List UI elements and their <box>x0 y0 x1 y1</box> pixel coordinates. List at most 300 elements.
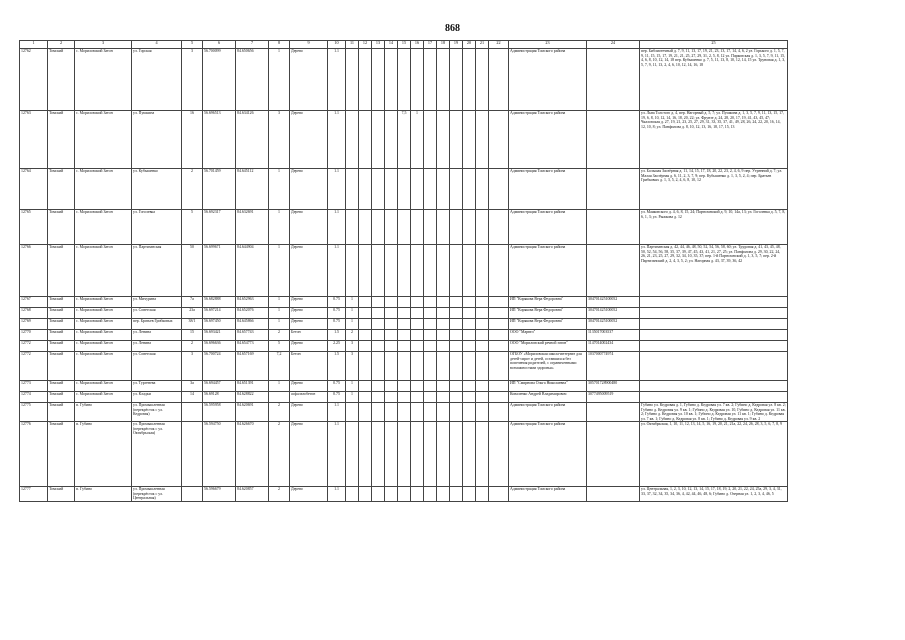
table-cell <box>437 245 450 297</box>
table-cell <box>385 487 398 502</box>
table-cell: с. Мориловский Затон <box>75 297 132 308</box>
column-header: 1 <box>20 41 48 49</box>
table-cell: ул. Гоголевка <box>132 210 182 245</box>
header-row <box>20 41 788 49</box>
table-cell: 304701425100052 <box>587 297 640 308</box>
table-cell <box>424 297 437 308</box>
table-cell: 84.654773 <box>236 341 269 352</box>
table-cell <box>385 381 398 392</box>
table-cell <box>450 111 463 169</box>
table-cell: 84.650656 <box>236 49 269 111</box>
table-cell <box>476 341 489 352</box>
table-cell <box>437 352 450 381</box>
table-cell: 12773 <box>20 381 48 392</box>
column-header: 12 <box>359 41 372 49</box>
table-cell: 12774 <box>20 392 48 403</box>
table-cell <box>411 392 424 403</box>
table-cell: 56.700099 <box>203 49 236 111</box>
table-cell <box>385 352 398 381</box>
table-cell: Дерево <box>290 49 328 111</box>
table-cell <box>424 319 437 330</box>
table-cell <box>372 169 385 210</box>
table-cell <box>372 308 385 319</box>
table-cell: с. Мориловский Затон <box>75 210 132 245</box>
table-cell: с. Мориловский Затон <box>75 381 132 392</box>
table-cell: Администрация Томского района <box>509 210 587 245</box>
table-cell <box>411 308 424 319</box>
table-cell: ул. Мичурина <box>132 297 182 308</box>
table-cell: 2 <box>346 330 359 341</box>
table-cell: 3 <box>182 352 203 381</box>
table-cell: Томский <box>48 487 75 502</box>
column-header: 5 <box>182 41 203 49</box>
table-cell: Томский <box>48 341 75 352</box>
table-cell: 1 <box>346 308 359 319</box>
table-cell: 1147014002434 <box>587 341 640 352</box>
table-cell <box>640 381 788 392</box>
table-cell <box>182 487 203 502</box>
table-cell <box>463 245 476 297</box>
table-cell <box>437 487 450 502</box>
table-cell: ул. Промышленная (перекрёсток с ул. Кедровая) <box>132 403 182 422</box>
table-cell: 1 <box>346 381 359 392</box>
table-cell: 7а <box>182 297 203 308</box>
table-cell: ул. Центральная, 1, 2, 3, 10, 12, 13, 14, 15, 17, 18, 19, 2, 20, 21, 22, 24, 25а, 29, 3, 4, 31, 33, 37, 32, 34, 35, 34, 36, 4, 42, 44, 46, 48, 6; Губино д. Озерная ул. 1, 2, 3, 4, 46, 5 <box>640 487 788 502</box>
table-cell: 84.657743 <box>236 330 269 341</box>
table-cell <box>359 403 372 422</box>
table-cell <box>463 341 476 352</box>
table-cell: 0.75 <box>328 319 346 330</box>
table-cell <box>463 381 476 392</box>
table-cell <box>450 392 463 403</box>
table-cell <box>489 392 509 403</box>
table-cell: 16 <box>182 111 203 169</box>
table-row <box>20 403 788 422</box>
table-cell: 0.75 <box>328 392 346 403</box>
table-cell: ул. Льва Толстого д. 4, пер. Нагорный д. 5, 7; ул. Пушкина д. 1, 3, 5, 7, 9, 11, 13, 15, 17, 19, 6, 8, 10, 12, 14, 16, 18, 20, 22; ул. Фрунзе д. 24, 28, 20, 17, 19, 41, 43, 45, 47; Чкаловская д. 27, 19, 21, 23, 25, 27, 29, 31, 33, 35, 37, 41, 49, 28, 26, 24, 22, 20, 16, 14, 12, 10, 8; ул. Панфилова д. 8, 10, 12, 13, 16, 18, 17, 15, 13 <box>640 111 788 169</box>
column-header: 20 <box>463 41 476 49</box>
table-cell: 84.620857 <box>236 487 269 502</box>
column-header: 24 <box>587 41 640 49</box>
column-header: 7 <box>236 41 269 49</box>
table-cell: 84.645866 <box>236 319 269 330</box>
table-cell <box>372 297 385 308</box>
table-cell: ул. Советская <box>132 308 182 319</box>
table-cell: 12764 <box>20 169 48 210</box>
table-cell <box>476 330 489 341</box>
table-cell: с. Мориловский Затон <box>75 111 132 169</box>
table-cell: 12772 <box>20 341 48 352</box>
table-cell: пер. Братьев Грибковых <box>132 319 182 330</box>
table-cell: ул. Партизанская <box>132 245 182 297</box>
table-cell <box>437 403 450 422</box>
column-header: 21 <box>476 41 489 49</box>
table-cell <box>372 381 385 392</box>
table-cell: 304701425100052 <box>587 308 640 319</box>
table-cell: 56.682888 <box>203 297 236 308</box>
table-cell <box>587 403 640 422</box>
table-cell <box>640 341 788 352</box>
table-cell: п. Губино <box>75 403 132 422</box>
table-cell: Дерево <box>290 297 328 308</box>
table-cell: Дерево <box>290 245 328 297</box>
table-cell <box>463 169 476 210</box>
column-header: 9 <box>290 41 328 49</box>
table-cell <box>587 49 640 111</box>
table-cell <box>385 422 398 487</box>
table-cell <box>489 210 509 245</box>
table-cell <box>359 169 372 210</box>
table-cell <box>398 169 411 210</box>
table-cell: 0.75 <box>328 381 346 392</box>
table-cell <box>489 169 509 210</box>
table-cell <box>489 341 509 352</box>
table-cell <box>411 297 424 308</box>
table-cell: 12762 <box>20 49 48 111</box>
table-cell: 12775 <box>20 403 48 422</box>
table-cell <box>411 210 424 245</box>
table-row <box>20 319 788 330</box>
table-cell: ул. Советская <box>132 352 182 381</box>
table-cell: 2.25 <box>328 341 346 352</box>
table-cell <box>411 319 424 330</box>
table-cell <box>489 381 509 392</box>
table-cell: 1 <box>269 319 290 330</box>
column-header: 14 <box>385 41 398 49</box>
table-cell <box>359 392 372 403</box>
table-cell <box>476 319 489 330</box>
table-cell <box>463 210 476 245</box>
table-cell <box>424 330 437 341</box>
table-cell: 2 <box>182 169 203 210</box>
table-cell <box>640 308 788 319</box>
table-cell <box>359 297 372 308</box>
register-table <box>19 40 788 502</box>
table-cell: Томский <box>48 308 75 319</box>
table-cell: 56.697214 <box>203 308 236 319</box>
table-row <box>20 169 788 210</box>
table-cell: 5 <box>182 210 203 245</box>
table-body <box>20 49 788 502</box>
table-cell <box>398 330 411 341</box>
table-cell <box>411 245 424 297</box>
table-cell: 1 <box>269 308 290 319</box>
table-cell: 1.1 <box>328 111 346 169</box>
table-cell <box>476 297 489 308</box>
table-cell: 12777 <box>20 487 48 502</box>
table-cell: 56.696636 <box>203 341 236 352</box>
table-cell <box>398 381 411 392</box>
table-cell <box>437 111 450 169</box>
table-cell <box>424 403 437 422</box>
table-cell: 38/1 <box>182 319 203 330</box>
table-cell: асфальтобетон <box>290 392 328 403</box>
table-cell: с. Мориловский Затон <box>75 319 132 330</box>
table-cell <box>476 422 489 487</box>
table-cell <box>450 49 463 111</box>
table-cell <box>424 210 437 245</box>
table-cell: 12766 <box>20 245 48 297</box>
table-cell <box>437 330 450 341</box>
table-cell <box>437 308 450 319</box>
table-row <box>20 392 788 403</box>
table-cell <box>372 330 385 341</box>
table-cell <box>359 49 372 111</box>
table-cell: ИП "Корякова Вера Федоровна" <box>509 297 587 308</box>
table-row <box>20 352 788 381</box>
table-cell <box>450 297 463 308</box>
table-cell: п. Губино <box>75 422 132 487</box>
table-cell <box>398 392 411 403</box>
table-cell <box>450 381 463 392</box>
table-cell: ИП "Смирнова Ольга Николаевна" <box>509 381 587 392</box>
table-cell <box>346 49 359 111</box>
column-header: 16 <box>411 41 424 49</box>
table-cell: 3а <box>182 381 203 392</box>
table-cell <box>476 381 489 392</box>
table-cell <box>450 169 463 210</box>
table-cell: 2 <box>269 487 290 502</box>
table-cell <box>437 341 450 352</box>
table-cell <box>450 352 463 381</box>
table-cell <box>450 403 463 422</box>
table-cell: пер. Библиотечный д. 7, 9, 11, 13, 17, 19, 21, 23, 13, 17, 14, 4, 6, 2 ул. Горького д. 1, 5, 7, 9, 11, 15, 15, 17, 19, 21, 21, 25, 27, 29, 31, 2, 5, 8, 12 ул. Парковская д. 1, 3, 5, 7, 9, 11, 15, 4, 6, 8, 10, 12, 14, 18 пер. Кубышенко д. 7, 5, 11, 13, 8, 10, 12, 14, 15 ул. Труновая д. 1, 3, 5, 7, 9, 11, 13, 2, 4, 6, 10, 12, 14, 16, 18 <box>640 49 788 111</box>
table-cell: с. Мориловский Затон <box>75 308 132 319</box>
table-row <box>20 381 788 392</box>
table-cell <box>489 111 509 169</box>
table-cell <box>385 245 398 297</box>
table-cell: 56.696513 <box>203 111 236 169</box>
table-cell <box>359 330 372 341</box>
table-cell: 1.1 <box>328 245 346 297</box>
table-cell: 56.694457 <box>203 381 236 392</box>
table-cell <box>450 245 463 297</box>
table-cell <box>489 403 509 422</box>
table-cell: ул. Октябрьская, 1, 10, 11, 12, 13, 14, 5, 16, 19, 20, 21, 21а, 22, 24, 26, 28, 3, 5, 6, 7, 8, 9 <box>640 422 788 487</box>
table-cell: Администрация Томского района <box>509 403 587 422</box>
column-header: 19 <box>450 41 463 49</box>
table-cell: Дерево <box>290 319 328 330</box>
table-cell <box>359 245 372 297</box>
table-cell <box>463 319 476 330</box>
table-cell: Губино ул. Кедровая д. 1, Губино д. Кедровая ул. 7 кв. 2; Губино д. Кедровая ул. 8 кв. 2; Губино д. Кедровая ул. 9 кв. 1; Губино д. Кедровая ул. 10, Губино д. Кедровая ул. 11 кв. 2; Губино д. Кедровая ул. 10 кв. 1; Губино д. Кедровая ул. 11 кв. 1; Губино д. Кедровая ул. 7 кв. 1; Губино д. Кедровая ул. 8 кв. 1; Губино д. Кедровая ул. 9 кв. 2 <box>641 403 786 421</box>
column-header: 22 <box>489 41 509 49</box>
table-cell: ул. Промышленная (перекрёсток с ул. Центральная) <box>132 487 182 502</box>
table-cell <box>372 111 385 169</box>
table-cell <box>411 381 424 392</box>
column-header: 11 <box>346 41 359 49</box>
table-cell: Бетон <box>290 330 328 341</box>
table-cell <box>640 352 788 381</box>
table-cell <box>359 319 372 330</box>
table-cell: ООО "Мориловский речной затон" <box>509 341 587 352</box>
table-cell: Томский <box>48 245 75 297</box>
table-cell <box>398 341 411 352</box>
table-cell <box>385 297 398 308</box>
table-cell: Дерево <box>290 341 328 352</box>
table-cell <box>411 403 424 422</box>
table-cell: 12772 <box>20 352 48 381</box>
table-cell: 0.75 <box>328 297 346 308</box>
table-cell: Томский <box>48 319 75 330</box>
table-cell <box>385 319 398 330</box>
table-cell: 1.1 <box>328 210 346 245</box>
table-cell <box>437 169 450 210</box>
table-cell: 84.632691 <box>236 210 269 245</box>
table-cell <box>640 392 788 403</box>
table-cell: 12767 <box>20 297 48 308</box>
table-cell: 14 <box>182 392 203 403</box>
table-cell: ул. Ленина <box>132 341 182 352</box>
table-cell <box>476 210 489 245</box>
table-row <box>20 308 788 319</box>
table-cell: 56.697450 <box>203 319 236 330</box>
table-cell: 7,2 <box>269 352 290 381</box>
table-cell <box>476 487 489 502</box>
table-cell <box>489 487 509 502</box>
table-cell <box>476 49 489 111</box>
table-row <box>20 341 788 352</box>
column-header: 18 <box>437 41 450 49</box>
table-cell <box>346 210 359 245</box>
table-cell <box>587 111 640 169</box>
table-cell <box>424 381 437 392</box>
table-cell: 1 <box>411 111 424 169</box>
table-row <box>20 422 788 487</box>
table-cell: с. Мориловский Затон <box>75 330 132 341</box>
table-cell <box>463 392 476 403</box>
table-cell <box>398 319 411 330</box>
table-cell: 3 <box>182 49 203 111</box>
table-cell <box>489 352 509 381</box>
table-cell: 56.692317 <box>203 210 236 245</box>
table-cell: 56.693421 <box>203 330 236 341</box>
table-cell <box>489 308 509 319</box>
table-cell <box>437 422 450 487</box>
table-cell: 3 <box>346 341 359 352</box>
table-cell <box>450 308 463 319</box>
table-cell <box>359 487 372 502</box>
table-cell <box>476 403 489 422</box>
table-cell: ул. Кладки <box>132 392 182 403</box>
table-cell: Томский <box>48 352 75 381</box>
table-cell <box>489 330 509 341</box>
table-cell <box>424 352 437 381</box>
table-cell: 1 <box>346 319 359 330</box>
table-cell <box>372 487 385 502</box>
table-cell: 23а <box>182 308 203 319</box>
table-cell: 1037000774974 <box>587 352 640 381</box>
table-cell <box>346 245 359 297</box>
column-header: 13 <box>372 41 385 49</box>
table-cell: Администрация Томского района <box>509 245 587 297</box>
table-cell: 1 <box>269 381 290 392</box>
table-cell <box>463 49 476 111</box>
table-cell: Томский <box>48 297 75 308</box>
table-cell: ул. Большая Заозёрная д. 11, 14, 15, 17, 18, 20, 22, 23, 2, 4, 6, 9 пер. Утренний д. 7; ул. Малая Заозёрная д. 6, 11, 2, 3, 7, 9; пер. Кубышенко д. 1, 3, 5, 2, 4; пер. Братьев Грибковых д. 1, 3, 5, 2, 4, 6, 8, 10, 12 <box>640 169 788 210</box>
table-cell <box>463 352 476 381</box>
table-cell <box>424 392 437 403</box>
column-header: 2 <box>48 41 75 49</box>
table-cell: 12776 <box>20 422 48 487</box>
table-cell <box>398 245 411 297</box>
table-cell: 12770 <box>20 330 48 341</box>
table-cell <box>359 308 372 319</box>
table-cell <box>269 392 290 403</box>
table-cell <box>463 403 476 422</box>
table-cell: Дерево <box>290 210 328 245</box>
table-cell <box>372 341 385 352</box>
table-cell <box>411 330 424 341</box>
table-cell: 84.620691 <box>236 403 269 422</box>
table-cell <box>476 392 489 403</box>
table-cell <box>182 422 203 487</box>
table-cell <box>450 487 463 502</box>
table-cell: ул. Тургенева <box>132 381 182 392</box>
table-cell: 2 <box>269 422 290 487</box>
table-cell: Томский <box>48 111 75 169</box>
table-cell: Томский <box>48 49 75 111</box>
table-cell: 1.1 <box>328 49 346 111</box>
table-cell: 56.701459 <box>203 169 236 210</box>
table-cell: Администрация Томского района <box>509 169 587 210</box>
table-cell <box>372 319 385 330</box>
table-cell: Дерево <box>290 169 328 210</box>
table-cell <box>372 210 385 245</box>
table-cell: 7,5 <box>398 111 411 169</box>
table-cell <box>587 210 640 245</box>
table-cell <box>463 308 476 319</box>
table-cell: 1 <box>269 245 290 297</box>
table-cell <box>385 392 398 403</box>
table-cell <box>398 308 411 319</box>
table-cell <box>463 297 476 308</box>
table-cell <box>346 422 359 487</box>
table-cell: Администрация Томского района <box>509 111 587 169</box>
table-row <box>20 245 788 297</box>
table-cell: 56.699671 <box>203 245 236 297</box>
table-cell: 84.634126 <box>236 111 269 169</box>
table-cell: 56.700724 <box>203 352 236 381</box>
table-cell: 1.1 <box>328 169 346 210</box>
table-cell <box>398 403 411 422</box>
table-cell <box>424 169 437 210</box>
table-row <box>20 210 788 245</box>
table-cell <box>437 210 450 245</box>
table-cell: 3 <box>346 352 359 381</box>
table-cell <box>450 330 463 341</box>
table-row <box>20 297 788 308</box>
table-cell: 2 <box>182 341 203 352</box>
table-cell: Томский <box>48 403 75 422</box>
table-cell: Дерево <box>290 487 328 502</box>
table-cell <box>640 297 788 308</box>
table-cell: с. Мориловский Затон <box>75 49 132 111</box>
table-cell <box>372 49 385 111</box>
table-cell: 84.628822 <box>236 392 269 403</box>
table-cell <box>385 210 398 245</box>
table-cell <box>476 169 489 210</box>
table-cell: 12768 <box>20 308 48 319</box>
table-cell <box>346 487 359 502</box>
table-cell <box>398 352 411 381</box>
table-cell <box>424 422 437 487</box>
column-header: 25 <box>640 41 788 49</box>
table-cell: 1 <box>269 49 290 111</box>
table-cell: 3077495009519 <box>587 392 640 403</box>
table-cell <box>359 210 372 245</box>
table-cell <box>411 422 424 487</box>
